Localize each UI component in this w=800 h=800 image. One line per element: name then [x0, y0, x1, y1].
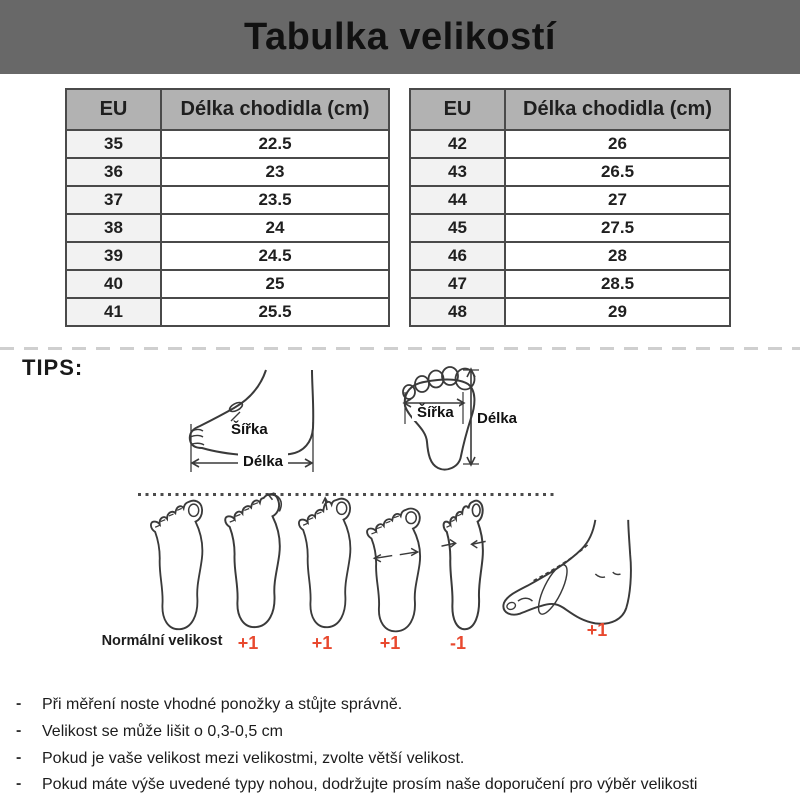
table-row: [410, 158, 730, 186]
length-header: Délka chodidla (cm): [505, 89, 730, 130]
eu-header: EU: [410, 89, 505, 130]
eu-cell: 35: [66, 130, 161, 158]
table-row: [410, 130, 730, 158]
wide-foot-illustration: [362, 506, 430, 634]
table-row: [66, 186, 389, 214]
high-instep-foot-illustration: [498, 516, 654, 634]
notes-list: [16, 697, 792, 800]
eu-cell: 44: [410, 186, 505, 214]
dashed-divider: [0, 347, 800, 350]
length-cell: 25: [161, 270, 389, 298]
length-cell: 26.5: [505, 158, 730, 186]
eu-cell: 40: [66, 270, 161, 298]
eu-cell: 38: [66, 214, 161, 242]
note-item: [16, 721, 792, 741]
length-cell: 27: [505, 186, 730, 214]
normal-foot-illustration: [146, 498, 212, 632]
size-table-right: [409, 88, 731, 327]
foot-type-label-normal: Normální velikost: [101, 633, 223, 649]
bullet-dash: -: [16, 695, 22, 712]
length-cell: 26: [505, 130, 730, 158]
table-row: [410, 298, 730, 326]
length-cell: 29: [505, 298, 730, 326]
length-label-side: Délka: [238, 453, 288, 470]
length-cell: 22.5: [161, 130, 389, 158]
note-item: [16, 697, 792, 714]
eu-cell: 36: [66, 158, 161, 186]
foot-type-label-plus1: +1: [311, 633, 333, 653]
width-label-side: Šířka: [231, 421, 268, 438]
length-header: Délka chodidla (cm): [161, 89, 389, 130]
eu-header: EU: [66, 89, 161, 130]
eu-cell: 41: [66, 298, 161, 326]
tilted-toe-foot-illustration: [220, 492, 290, 630]
table-row: [66, 214, 389, 242]
eu-cell: 48: [410, 298, 505, 326]
note-item: [16, 777, 792, 794]
eu-cell: 42: [410, 130, 505, 158]
table-header-row: [410, 89, 730, 130]
table-row: [410, 270, 730, 298]
length-cell: 23: [161, 158, 389, 186]
note-item: [16, 748, 792, 768]
length-cell: 25.5: [161, 298, 389, 326]
eu-cell: 43: [410, 158, 505, 186]
table-row: [66, 242, 389, 270]
note-text: Při měření noste vhodné ponožky a stůjte správně.: [42, 696, 403, 713]
length-label-top: Délka: [477, 410, 518, 427]
bullet-dash: -: [16, 748, 22, 766]
foot-type-label-minus1: -1: [449, 633, 466, 653]
eu-cell: 46: [410, 242, 505, 270]
bullet-dash: -: [16, 775, 22, 793]
table-row: [66, 270, 389, 298]
table-row: [410, 242, 730, 270]
length-cell: 24: [161, 214, 389, 242]
table-row: [66, 298, 389, 326]
foot-type-label-plus1: +1: [237, 633, 259, 653]
width-label-top: Šířka: [412, 404, 459, 421]
table-row: [66, 158, 389, 186]
bullet-dash: -: [16, 721, 22, 739]
table-row: [410, 214, 730, 242]
table-row: [66, 130, 389, 158]
title-banner: [0, 0, 800, 74]
length-cell: 24.5: [161, 242, 389, 270]
eu-cell: 37: [66, 186, 161, 214]
foot-type-label-plus1: +1: [379, 633, 401, 653]
table-header-row: [66, 89, 389, 130]
note-text: Velikost se může lišit o 0,3-0,5 cm: [42, 722, 283, 740]
length-cell: 27.5: [505, 214, 730, 242]
eu-cell: 39: [66, 242, 161, 270]
narrow-foot-illustration: [434, 498, 494, 632]
foot-type-label-plus1: +1: [586, 620, 608, 640]
tips-heading: TIPS:: [22, 355, 84, 380]
eu-cell: 47: [410, 270, 505, 298]
note-text: Pokud máte výše uvedené typy nohou, dodržujte prosím naše doporučení pro výběr velikosti: [42, 776, 698, 794]
length-cell: 28.5: [505, 270, 730, 298]
size-table-left: [65, 88, 390, 327]
table-row: [410, 186, 730, 214]
eu-cell: 45: [410, 214, 505, 242]
long-second-toe-foot-illustration: [294, 496, 360, 630]
length-cell: 28: [505, 242, 730, 270]
note-text: Pokud je vaše velikost mezi velikostmi, zvolte větší velikost.: [42, 749, 465, 767]
length-cell: 23.5: [161, 186, 389, 214]
page-title: Tabulka velikostí: [244, 15, 556, 58]
